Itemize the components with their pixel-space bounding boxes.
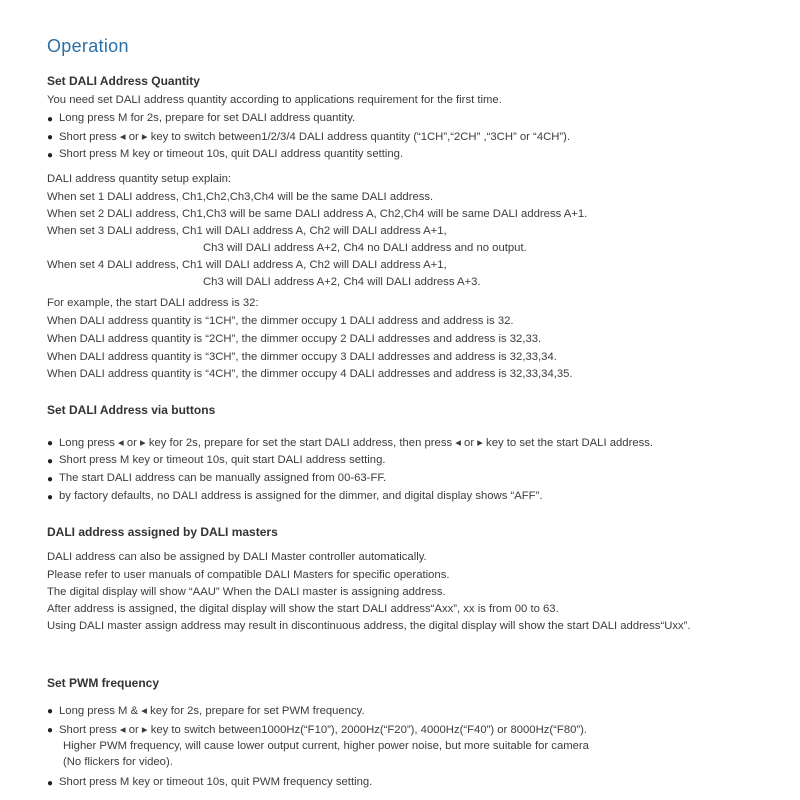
example-title: For example, the start DALI address is 32: [47, 297, 259, 309]
list-item: Long press ◂ or ▸ key for 2s, prepare for set the start DALI address, then press ◂ or ▸ key to set the start DALI address. [59, 437, 654, 449]
page-title: Operation [47, 36, 129, 56]
explain-title: DALI address quantity setup explain: [47, 173, 231, 185]
body-line: DALI address can also be assigned by DALI Master controller automatically. [47, 551, 427, 563]
list-item: Long press M & ◂ key for 2s, prepare for set PWM frequency. [59, 705, 365, 717]
section-heading-via-buttons: Set DALI Address via buttons [47, 403, 216, 417]
list-item: Short press M key or timeout 10s, quit start DALI address setting. [59, 454, 386, 466]
bullet-icon: ● [47, 456, 54, 467]
list-item: Short press M key or timeout 10s, quit PWM frequency setting. [59, 776, 373, 788]
list-item: Short press ◂ or ▸ key to switch between1000Hz(“F10”), 2000Hz(“F20”), 4000Hz(“F40”) or 8000Hz(“F80”). [59, 724, 588, 736]
bullet-icon: ● [47, 474, 54, 485]
bullet-icon: ● [47, 492, 54, 503]
list-item: by factory defaults, no DALI address is assigned for the dimmer, and digital display shows “AFF”. [59, 490, 543, 502]
explain-line: When set 4 DALI address, Ch1 will DALI address A, Ch2 will DALI address A+1, [47, 259, 447, 271]
explain-line: When set 2 DALI address, Ch1,Ch3 will be same DALI address A, Ch2,Ch4 will be same DALI address A+1. [47, 208, 588, 220]
list-item: Short press M key or timeout 10s, quit DALI address quantity setting. [59, 148, 404, 160]
bullet-icon: ● [47, 778, 54, 789]
bullet-icon: ● [47, 114, 54, 125]
bullet-icon: ● [47, 150, 54, 161]
explain-line: When set 1 DALI address, Ch1,Ch2,Ch3,Ch4 will be the same DALI address. [47, 191, 434, 203]
body-line: Please refer to user manuals of compatible DALI Masters for specific operations. [47, 569, 450, 581]
example-line: When DALI address quantity is “1CH”, the dimmer occupy 1 DALI address and address is 32. [47, 315, 514, 327]
example-line: When DALI address quantity is “3CH”, the dimmer occupy 3 DALI addresses and address is 32,33,34. [47, 351, 557, 363]
explain-line: When set 3 DALI address, Ch1 will DALI address A, Ch2 will DALI address A+1, [47, 225, 447, 237]
section-heading-dali-masters: DALI address assigned by DALI masters [47, 525, 278, 539]
bullet-icon: ● [47, 438, 54, 449]
explain-line: Ch3 will DALI address A+2, Ch4 will DALI address A+3. [203, 276, 481, 288]
body-line: The digital display will show “AAU” When the DALI master is assigning address. [47, 586, 446, 598]
section-heading-address-quantity: Set DALI Address Quantity [47, 74, 200, 88]
section-heading-pwm-frequency: Set PWM frequency [47, 676, 160, 690]
example-line: When DALI address quantity is “2CH”, the dimmer occupy 2 DALI addresses and address is 32,33. [47, 333, 542, 345]
explain-line: Ch3 will DALI address A+2, Ch4 no DALI address and no output. [203, 242, 527, 254]
list-item: Short press ◂ or ▸ key to switch between1/2/3/4 DALI address quantity (“1CH”,“2CH” ,“3CH” or “4CH”). [59, 131, 571, 143]
body-line: Using DALI master assign address may result in discontinuous address, the digital display will show the start DALI address“Uxx”. [47, 620, 691, 632]
body-line: After address is assigned, the digital display will show the start DALI address“Axx”, xx is from 00 to 63. [47, 603, 559, 615]
list-item-continuation: Higher PWM frequency, will cause lower output current, higher power noise, but more suitable for camera [63, 740, 589, 752]
bullet-icon: ● [47, 132, 54, 143]
example-line: When DALI address quantity is “4CH”, the dimmer occupy 4 DALI addresses and address is 32,33,34,35. [47, 368, 573, 380]
list-item: Long press M for 2s, prepare for set DALI address quantity. [59, 112, 356, 124]
bullet-icon: ● [47, 706, 54, 717]
intro-text: You need set DALI address quantity according to applications requirement for the first time. [47, 94, 502, 106]
list-item-continuation: (No flickers for video). [63, 756, 173, 768]
list-item: The start DALI address can be manually assigned from 00-63-FF. [59, 472, 387, 484]
bullet-icon: ● [47, 725, 54, 736]
